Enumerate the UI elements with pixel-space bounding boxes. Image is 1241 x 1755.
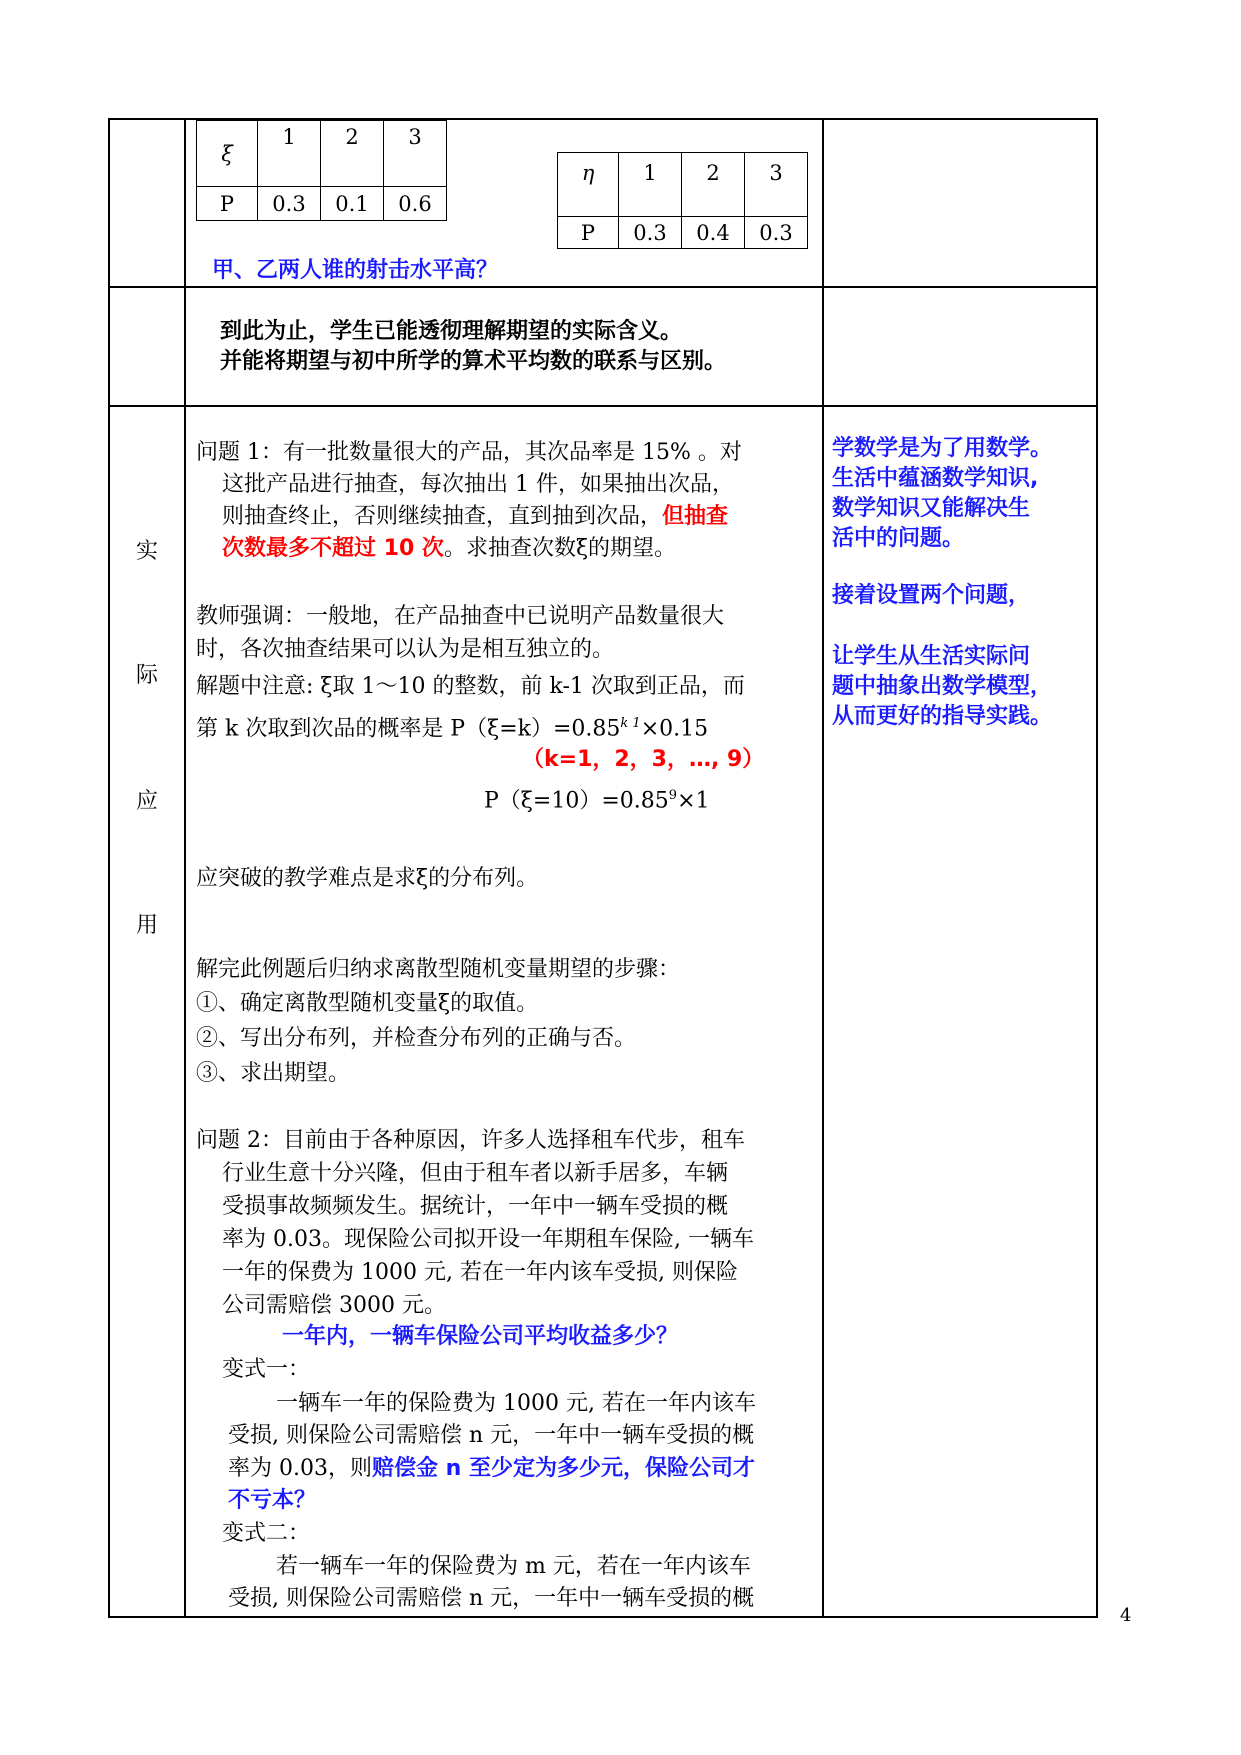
note-line-3: 数学知识又能解决生 (832, 496, 1031, 521)
prob-formula-k-exponent: k 1 (620, 716, 641, 731)
page-number: 4 (1120, 1605, 1132, 1626)
table-right-border (1096, 118, 1098, 1617)
summary-line-1: 到此为止，学生已能透彻理解期望的实际含义。 (220, 319, 683, 344)
prob-formula-k-tail: ×0.15 (640, 716, 709, 742)
prob-formula-10-head: P（ξ=10）=0.85 (484, 788, 669, 814)
eta-value-3: 3 (745, 153, 808, 217)
k-range: （k=1，2，3，…, 9） (522, 747, 765, 772)
eta-p-label: P (558, 217, 619, 249)
note-line-6: 让学生从生活实际问 (832, 644, 1031, 669)
variant-2-line-1: 若一辆车一年的保险费为 m 元，若在一年内该车 (276, 1554, 751, 1579)
problem-1-line-2: 这批产品进行抽查，每次抽出 1 件，如果抽出次品， (222, 472, 734, 497)
eta-prob-3: 0.3 (745, 217, 808, 249)
teacher-line-1: 教师强调：一般地，在产品抽查中已说明产品数量很大 (196, 604, 725, 629)
xi-value-3: 3 (384, 121, 447, 187)
problem-1-line-4-text: 。求抽查次数ξ的期望。 (443, 536, 677, 561)
section-char-2: 际 (135, 663, 158, 688)
teacher-line-2: 时，各次抽查结果可以认为是相互独立的。 (196, 637, 615, 662)
problem-1-highlight-b: 次数最多不超过 10 次 (222, 536, 444, 561)
problem-2-line-3: 受损事故频频发生。据统计，一年中一辆车受损的概 (222, 1194, 729, 1219)
note-line-4: 活中的问题。 (832, 526, 965, 551)
steps-intro: 解完此例题后归纳求离散型随机变量期望的步骤： (196, 957, 681, 982)
teacher-line-4 (196, 708, 708, 746)
teacher-line-3: 解题中注意: ξ取 1～10 的整数，前 k-1 次取到正品，而 (196, 674, 745, 699)
section-char-1: 实 (135, 539, 158, 564)
shooting-question: 甲、乙两人谁的射击水平高？ (212, 258, 499, 283)
problem-2-line-1: 问题 2：目前由于各种原因，许多人选择租车代步，租车 (196, 1128, 745, 1153)
step-2: ②、写出分布列，并检查分布列的正确与否。 (196, 1026, 637, 1051)
variant-2-label: 变式二： (222, 1521, 311, 1546)
xi-value-1: 1 (258, 121, 321, 187)
xi-p-label: P (197, 187, 258, 221)
note-line-2: 生活中蕴涵数学知识, (832, 466, 1039, 491)
problem-1-line-4 (222, 533, 676, 566)
step-1: ①、确定离散型随机变量ξ的取值。 (196, 991, 539, 1016)
xi-prob-3: 0.6 (384, 187, 447, 221)
problem-2-line-4: 率为 0.03。现保险公司拟开设一年期租车保险, 一辆车 (222, 1227, 754, 1252)
xi-prob-1: 0.3 (258, 187, 321, 221)
eta-symbol: η (558, 153, 619, 217)
eta-value-2: 2 (682, 153, 745, 217)
section-char-4: 用 (135, 913, 158, 938)
difficulty-note: 应突破的教学难点是求ξ的分布列。 (196, 866, 539, 891)
xi-value-2: 2 (321, 121, 384, 187)
variant-1-line-4: 不亏本？ (228, 1488, 317, 1513)
prob-formula-10-exponent: 9 (668, 788, 678, 803)
prob-formula-k: 第 k 次取到次品的概率是 P（ξ=k）=0.85 (196, 716, 621, 742)
problem-1-highlight-a: 但抽查 (662, 504, 729, 529)
column-divider-2 (822, 118, 824, 1617)
xi-symbol: ξ (197, 121, 258, 187)
xi-prob-2: 0.1 (321, 187, 384, 221)
note-line-5: 接着设置两个问题， (832, 583, 1031, 608)
table-left-border (108, 118, 110, 1617)
variant-1-line-2: 受损, 则保险公司需赔偿 n 元，一年中一辆车受损的概 (228, 1423, 755, 1448)
table-bottom-border (108, 1616, 1098, 1618)
variant-1-line-3-text: 率为 0.03，则 (228, 1456, 372, 1481)
row-divider-2 (108, 405, 1098, 407)
problem-1-line-3-text: 则抽查终止，否则继续抽查，直到抽到次品， (222, 504, 663, 529)
eta-distribution-table (557, 152, 808, 249)
variant-2-line-2: 受损, 则保险公司需赔偿 n 元，一年中一辆车受损的概 (228, 1586, 755, 1611)
problem-1-line-3 (222, 501, 728, 534)
variant-1-line-1: 一辆车一年的保险费为 1000 元, 若在一年内该车 (276, 1391, 756, 1416)
note-line-1: 学数学是为了用数学。 (832, 436, 1053, 461)
variant-1-label: 变式一： (222, 1357, 311, 1382)
problem-2-line-6: 公司需赔偿 3000 元。 (222, 1293, 446, 1318)
note-line-8: 从而更好的指导实践。 (832, 704, 1053, 729)
note-line-7: 题中抽象出数学模型， (832, 674, 1053, 699)
section-char-3: 应 (135, 789, 158, 814)
prob-formula-10 (484, 780, 710, 818)
problem-1-line-1: 问题 1：有一批数量很大的产品，其次品率是 15% 。对 (196, 440, 742, 465)
column-divider-1 (184, 118, 186, 1617)
xi-distribution-table (196, 120, 447, 221)
eta-value-1: 1 (619, 153, 682, 217)
summary-line-2: 并能将期望与初中所学的算术平均数的联系与区别。 (220, 349, 727, 374)
step-3: ③、求出期望。 (196, 1061, 351, 1086)
problem-2-question: 一年内，一辆车保险公司平均收益多少？ (282, 1324, 679, 1349)
problem-2-line-2: 行业生意十分兴隆，但由于租车者以新手居多，车辆 (222, 1161, 729, 1186)
variant-1-highlight: 赔偿金 n 至少定为多少元，保险公司才 (371, 1456, 755, 1481)
eta-prob-2: 0.4 (682, 217, 745, 249)
prob-formula-10-tail: ×1 (677, 788, 710, 814)
problem-2-line-5: 一年的保费为 1000 元, 若在一年内该车受损, 则保险 (222, 1260, 738, 1285)
variant-1-line-3 (228, 1453, 755, 1486)
eta-prob-1: 0.3 (619, 217, 682, 249)
